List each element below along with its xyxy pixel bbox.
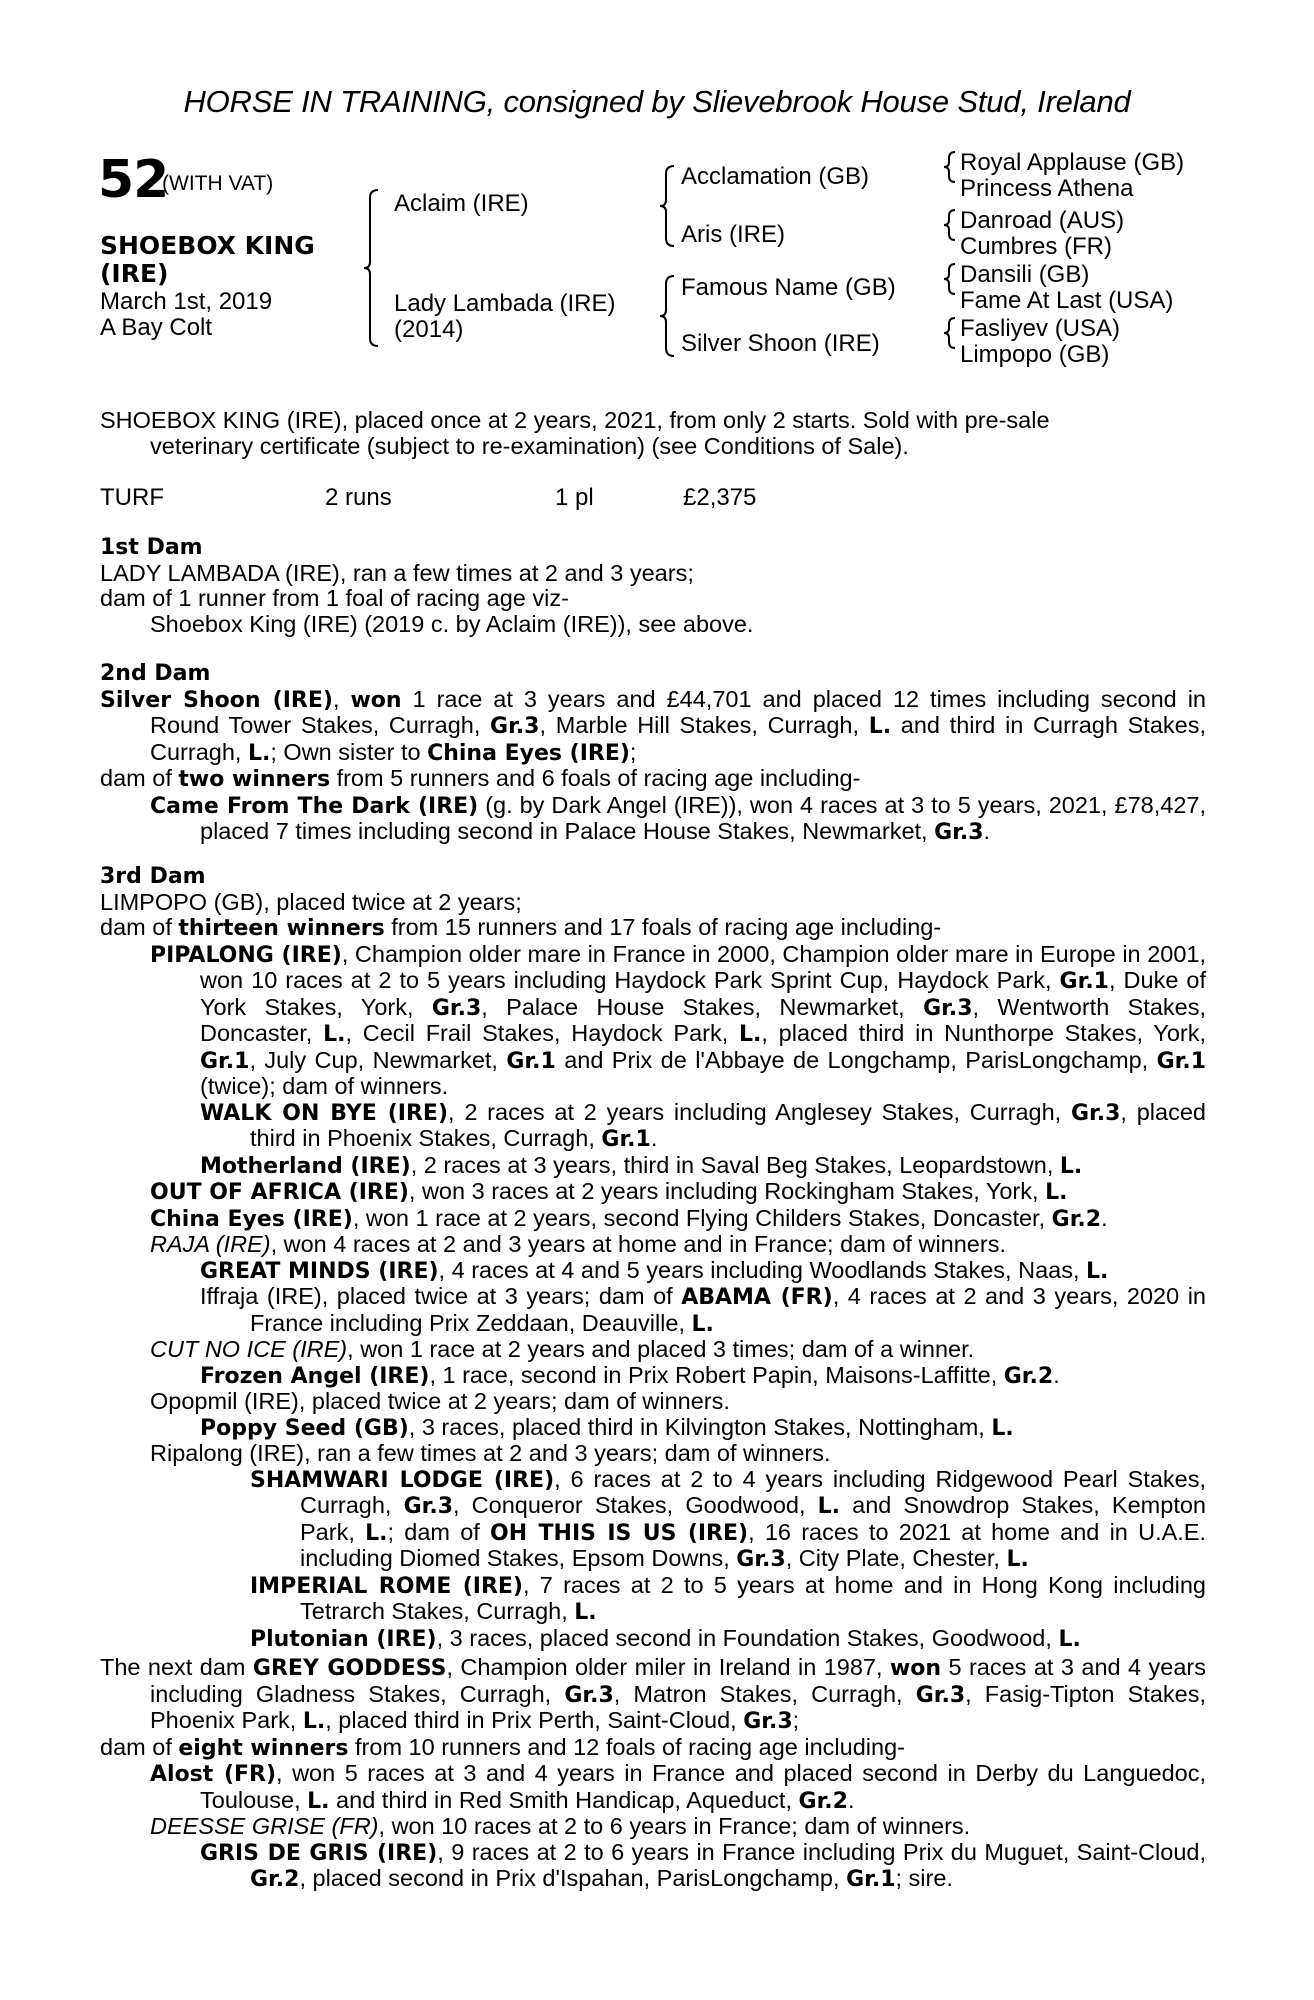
second-dam-produce-summary	[100, 766, 1206, 793]
horse-name: Plutonian (IRE)	[250, 1626, 437, 1652]
third-dam-section	[100, 864, 1206, 1652]
grade: Gr.3	[431, 995, 482, 1021]
pedigree-dsd: Fame At Last (USA)	[960, 287, 1174, 314]
produce-pipalong	[100, 942, 1206, 1100]
text: .	[1101, 1204, 1108, 1231]
next-dam-record	[100, 1655, 1206, 1735]
text: , won 10 races at 2 to 6 years in France; dam of winners.	[378, 1813, 971, 1839]
grade: L.	[307, 1788, 330, 1814]
third-dam-line1: LIMPOPO (GB), placed twice at 2 years;	[100, 888, 522, 915]
text: , 4 races at 2 and 3 years, 2020 in France including Prix Zeddaan, Deauville,	[250, 1283, 1206, 1336]
text: , Fasig-Tipton Stakes, Phoenix Park,	[150, 1680, 1206, 1733]
horse-name-line1: SHOEBOX KING	[100, 231, 315, 260]
grade: L.	[868, 714, 892, 739]
grade: Gr.2	[798, 1788, 848, 1814]
grade: L.	[365, 1520, 388, 1546]
horse-description: A Bay Colt	[100, 314, 213, 341]
second-dam-heading: 2nd Dam	[100, 661, 211, 686]
pedigree-sire-sire: Acclamation (GB)	[681, 163, 870, 190]
horse-name: Came From The Dark (IRE)	[150, 793, 479, 819]
text: , won 3 races at 2 years including Rockingham Stakes, York,	[408, 1178, 1046, 1204]
produce-cut-no-ice	[100, 1337, 1206, 1363]
grade: L.	[1086, 1258, 1109, 1284]
second-dam-won: won	[350, 687, 402, 713]
horse-name: GREAT MINDS (IRE)	[200, 1258, 439, 1284]
text: 1 race at 3 years and £44,701 and placed 12 times including second in Round Tower Stakes, Curragh,	[150, 685, 1206, 738]
text: , 3 races, placed third in Kilvington Stakes, Nottingham,	[408, 1413, 992, 1440]
winners-count: thirteen winners	[178, 916, 385, 941]
next-dam-section	[100, 1655, 1206, 1893]
produce-came-from-the-dark	[100, 793, 1206, 846]
text: , Duke of York Stakes, York,	[200, 967, 1206, 1020]
won-label: won	[889, 1656, 942, 1681]
text: , won 4 races at 2 and 3 years at home and in France; dam of winners.	[270, 1231, 1006, 1257]
text: , won 1 race at 2 years, second Flying Childers Stakes, Doncaster,	[352, 1204, 1052, 1231]
text: from 15 runners and 17 foals of racing age including-	[384, 914, 942, 940]
brace-gen3-3	[944, 264, 955, 294]
record-placed: 1 pl	[555, 484, 594, 511]
text: and third in Curragh Stakes, Curragh,	[150, 712, 1206, 765]
text: , 16 races to 2021 at home and in U.A.E. including Diomed Stakes, Epsom Downs,	[300, 1518, 1206, 1571]
pedigree-dam-sire: Famous Name (GB)	[681, 274, 896, 301]
first-dam-line2: dam of 1 runner from 1 foal of racing age viz-	[100, 585, 569, 611]
produce-china-eyes	[100, 1206, 1206, 1233]
horse-name: RAJA (IRE)	[150, 1231, 271, 1257]
brace-gen3-4	[944, 318, 955, 348]
text: and Snowdrop Stakes, Kempton Park,	[300, 1492, 1206, 1545]
text: 5 races at 3 and 4 years including Gladness Stakes, Curragh,	[150, 1654, 1206, 1707]
text: , Palace House Stakes, Newmarket,	[481, 993, 924, 1020]
text: , Champion older miler in Ireland in 1987,	[446, 1654, 890, 1680]
produce-gris-de-gris	[100, 1840, 1206, 1893]
produce-opopmil: Opopmil (IRE), placed twice at 2 years; dam of winners.	[150, 1388, 730, 1414]
horse-name: GREY GODDESS	[252, 1656, 447, 1681]
text: , Matron Stakes, Curragh,	[613, 1680, 916, 1707]
brace-gen1	[364, 190, 378, 346]
grade: L.	[739, 1022, 762, 1047]
foaling-date: March 1st, 2019	[100, 288, 273, 315]
produce-ripalong: Ripalong (IRE), ran a few times at 2 and 3 years; dam of winners.	[150, 1440, 831, 1466]
pedigree-sss: Royal Applause (GB)	[960, 149, 1185, 176]
text: , 1 race, second in Prix Robert Papin, Maisons-Laffitte,	[429, 1361, 1004, 1388]
text: .	[1053, 1361, 1060, 1388]
text: , placed third in Nunthorpe Stakes, York,	[761, 1020, 1207, 1046]
produce-motherland	[100, 1153, 1206, 1180]
text: and third in Red Smith Handicap, Aqueduct,	[329, 1786, 799, 1813]
produce-raja	[100, 1232, 1206, 1258]
text: , 6 races at 2 to 4 years including Ridgewood Pearl Stakes, Curragh,	[300, 1465, 1206, 1518]
text: , 9 races at 2 to 6 years in France including Prix du Muguet, Saint-Cloud,	[437, 1838, 1206, 1865]
brace-gen3-2	[944, 210, 955, 240]
grade: Gr.1	[1156, 1048, 1207, 1074]
grade: Gr.3	[934, 820, 984, 845]
text: from 5 runners and 6 foals of racing age including-	[330, 765, 861, 791]
intro-paragraph	[100, 408, 1206, 459]
grade: L.	[1058, 1626, 1081, 1652]
first-dam-heading: 1st Dam	[100, 535, 203, 560]
produce-walk-on-bye	[100, 1100, 1206, 1153]
pedigree-dam: Lady Lambada (IRE)	[394, 290, 616, 317]
grade: Gr.3	[743, 1709, 793, 1734]
horse-name: Poppy Seed (GB)	[200, 1415, 409, 1441]
winners-count: two winners	[178, 767, 331, 792]
text: (g. by Dark Angel (IRE)), won 4 races at 3 to 5 years, 2021, £78,427, placed 7 times including second in Palace House Stakes, Newmarket,	[200, 791, 1206, 844]
pedigree-dam-dam: Silver Shoon (IRE)	[681, 330, 880, 357]
pedigree-dam-year: (2014)	[394, 316, 464, 343]
first-dam-line1: LADY LAMBADA (IRE), ran a few times at 2 and 3 years;	[100, 559, 694, 586]
second-dam-name: Silver Shoon (IRE)	[100, 687, 333, 713]
horse-name: OUT OF AFRICA (IRE)	[150, 1180, 409, 1205]
horse-name: China Eyes (IRE)	[150, 1206, 353, 1232]
grade: Gr.2	[250, 1867, 300, 1892]
text: , City Plate, Chester,	[785, 1545, 1007, 1571]
grade: L.	[1006, 1547, 1029, 1572]
produce-frozen-angel	[100, 1363, 1206, 1390]
lot-number: 52	[98, 150, 169, 210]
grade: Gr.3	[403, 1494, 453, 1519]
horse-name: WALK ON BYE (IRE)	[200, 1100, 449, 1126]
lot-vat-note: (WITH VAT)	[162, 172, 274, 195]
grade: L.	[817, 1494, 841, 1519]
produce-poppy-seed	[100, 1415, 1206, 1442]
text: , placed third in Phoenix Stakes, Curragh,	[250, 1098, 1206, 1151]
third-dam-produce-summary	[100, 915, 1206, 942]
next-dam-produce-summary	[100, 1735, 1206, 1762]
text: , 7 races at 2 to 5 years at home and in Hong Kong including Tetrarch Stakes, Curragh,	[300, 1571, 1206, 1624]
text: and Prix de l'Abbaye de Longchamp, ParisLongchamp,	[555, 1046, 1157, 1073]
text: .	[650, 1125, 658, 1151]
text: dam of	[100, 914, 179, 940]
intro-line1: SHOEBOX KING (IRE), placed once at 2 years, 2021, from only 2 starts. Sold with pre-sale	[100, 407, 1050, 433]
text: , 4 races at 4 and 5 years including Woodlands Stakes, Naas,	[438, 1256, 1087, 1283]
horse-name: CUT NO ICE (IRE)	[150, 1336, 348, 1362]
text: , Conqueror Stakes, Goodwood,	[453, 1492, 818, 1518]
text: , Cecil Frail Stakes, Haydock Park,	[345, 1020, 740, 1046]
winners-count: eight winners	[178, 1735, 349, 1761]
grade: Gr.3	[923, 995, 973, 1021]
pedigree-sdd: Cumbres (FR)	[960, 233, 1113, 260]
text: .	[983, 818, 991, 844]
grade: Gr.3	[490, 714, 540, 739]
brace-gen3-1	[944, 152, 955, 182]
text: , won 1 race at 2 years and placed 3 times; dam of a winner.	[347, 1336, 975, 1362]
horse-name: OH THIS IS US (IRE)	[490, 1520, 749, 1546]
grade: L.	[691, 1311, 714, 1337]
text: , July Cup, Newmarket,	[249, 1046, 507, 1073]
second-dam-section	[100, 661, 1206, 846]
horse-name: PIPALONG (IRE)	[150, 942, 342, 968]
text: , 2 races at 2 years including Anglesey Stakes, Curragh,	[448, 1098, 1071, 1125]
grade: Gr.3	[915, 1682, 966, 1708]
text: .	[847, 1786, 855, 1813]
produce-shamwari-lodge	[100, 1467, 1206, 1573]
text: , 3 races, placed second in Foundation Stakes, Goodwood,	[436, 1624, 1059, 1651]
text: , placed second in Prix d'Ispahan, ParisLongchamp,	[299, 1865, 847, 1891]
produce-plutonian	[100, 1626, 1206, 1653]
grade: Gr.1	[601, 1127, 651, 1152]
record-earnings: £2,375	[683, 484, 757, 511]
text: ; sire.	[895, 1865, 953, 1891]
text: (twice); dam of winners.	[200, 1073, 449, 1099]
horse-name: DEESSE GRISE (FR)	[150, 1813, 379, 1839]
produce-iffraja	[100, 1284, 1206, 1337]
horse-name: Motherland (IRE)	[200, 1153, 411, 1179]
grade: Gr.1	[846, 1867, 896, 1892]
produce-deesse-grise	[100, 1814, 1206, 1840]
first-dam-section	[100, 535, 1206, 637]
text: , 2 races at 3 years, third in Saval Beg Stakes, Leopardstown,	[410, 1151, 1060, 1178]
pedigree-dds: Fasliyev (USA)	[960, 315, 1121, 342]
text: dam of	[100, 1733, 179, 1760]
brace-gen2-dam	[660, 276, 674, 356]
text: dam of	[100, 765, 179, 791]
pedigree-sds: Danroad (AUS)	[960, 207, 1125, 234]
grade: Gr.1	[506, 1048, 556, 1074]
text: , won 5 races at 3 and 4 years in France and placed second in Derby du Languedoc, Toulouse,	[200, 1760, 1207, 1813]
horse-name: ABAMA (FR)	[681, 1285, 833, 1310]
text: , Wentworth Stakes, Doncaster,	[200, 993, 1206, 1046]
grade: Gr.3	[736, 1547, 786, 1572]
horse-name: IMPERIAL ROME (IRE)	[250, 1573, 523, 1599]
horse-name: Frozen Angel (IRE)	[200, 1363, 430, 1389]
grade: Gr.2	[1051, 1206, 1102, 1232]
text: , placed third in Prix Perth, Saint-Cloud,	[325, 1707, 744, 1733]
grade: L.	[1059, 1153, 1083, 1179]
produce-great-minds	[100, 1258, 1206, 1285]
horse-name: SHAMWARI LODGE (IRE)	[250, 1467, 555, 1493]
record-surface: TURF	[100, 484, 164, 511]
grade: L.	[302, 1709, 326, 1734]
horse-name-line2: (IRE)	[100, 259, 169, 288]
text: ;	[629, 738, 637, 765]
grade: L.	[323, 1022, 346, 1047]
horse-name: GRIS DE GRIS (IRE)	[200, 1840, 438, 1866]
grade: Gr.1	[200, 1048, 250, 1074]
text: from 10 runners and 12 foals of racing age including-	[348, 1733, 905, 1760]
text: Iffraja (IRE), placed twice at 3 years; dam of	[200, 1283, 682, 1309]
first-dam-line3: Shoebox King (IRE) (2019 c. by Aclaim (IRE)), see above.	[150, 610, 754, 637]
third-dam-heading: 3rd Dam	[100, 864, 206, 889]
produce-out-of-africa	[100, 1179, 1206, 1206]
horse-name: Alost (FR)	[150, 1762, 277, 1787]
produce-alost	[100, 1761, 1206, 1814]
grade: L.	[991, 1415, 1014, 1441]
pedigree-ssd: Princess Athena	[960, 175, 1134, 202]
second-dam-record: Silver Shoon (IRE), won 1 race at 3 years and £44,701 and placed 12 times including second in Round Tower Stakes, Curragh, Gr.3, Marble Hill Stakes, Curragh, L. and third in Curragh Stakes, Curragh, L.; Own sister to China Eyes (IRE);	[100, 685, 1206, 766]
brace-gen2-sire	[660, 166, 674, 246]
sister-name: China Eyes (IRE)	[427, 740, 630, 766]
pedigree-ddd: Limpopo (GB)	[960, 341, 1110, 368]
grade: Gr.3	[564, 1682, 614, 1708]
grade: L.	[1045, 1180, 1068, 1205]
pedigree-sire: Aclaim (IRE)	[394, 190, 529, 217]
produce-imperial-rome	[100, 1573, 1206, 1626]
text: , Marble Hill Stakes, Curragh,	[539, 712, 869, 738]
page-title: HORSE IN TRAINING, consigned by Slievebrook House Stud, Ireland	[183, 84, 1131, 119]
pedigree-sire-dam: Aris (IRE)	[681, 221, 785, 248]
grade: L.	[574, 1600, 597, 1625]
text: ; dam of	[387, 1518, 491, 1545]
record-runs: 2 runs	[325, 484, 392, 511]
grade: Gr.1	[1059, 969, 1109, 994]
grade: L.	[247, 740, 271, 766]
pedigree-dss: Dansili (GB)	[960, 261, 1090, 288]
text: , Champion older mare in France in 2000, Champion older mare in Europe in 2001, won 10 races at 2 to 5 years including Haydock Park Sprint Cup, Haydock Park,	[200, 940, 1206, 993]
text: ; Own sister to	[270, 738, 428, 765]
intro-line2: veterinary certificate (subject to re-examination) (see Conditions of Sale).	[150, 432, 909, 459]
grade: Gr.2	[1003, 1363, 1054, 1389]
grade: Gr.3	[1070, 1100, 1121, 1126]
text: ;	[792, 1707, 800, 1733]
text: The next dam	[100, 1654, 253, 1680]
